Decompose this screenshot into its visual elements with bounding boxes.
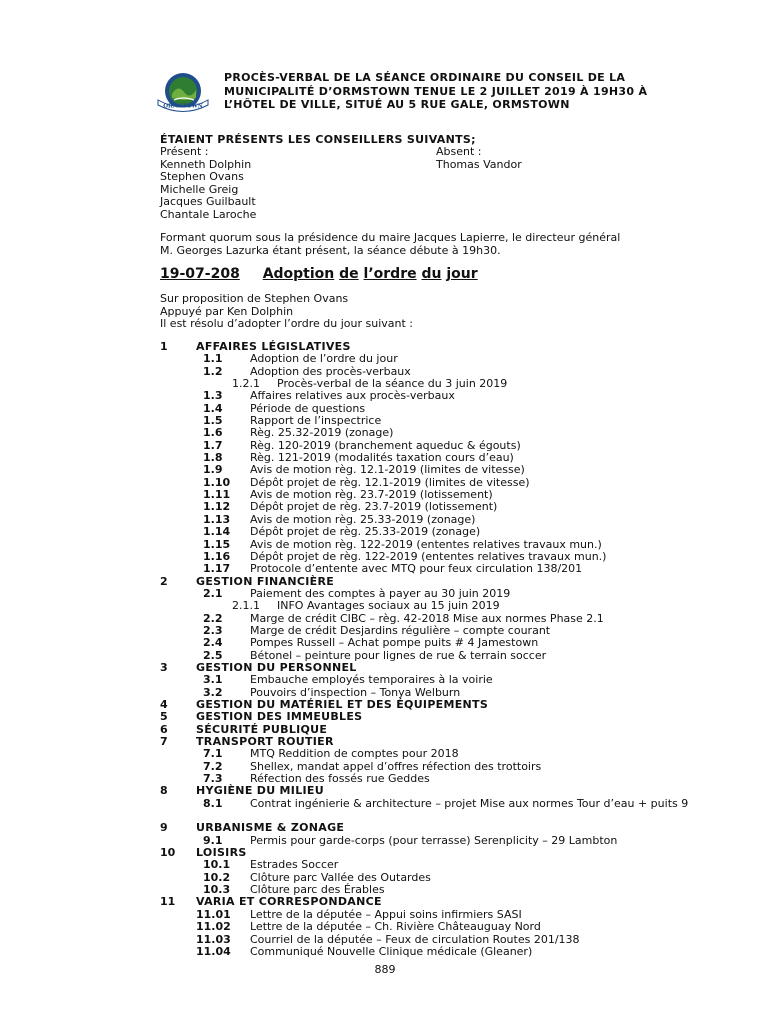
agenda-number: 10.2 bbox=[203, 870, 231, 884]
agenda-text: Règ. 25.32-2019 (zonage) bbox=[250, 426, 394, 440]
agenda-section bbox=[0, 785, 770, 797]
agenda-item bbox=[0, 674, 770, 686]
resolution-heading bbox=[160, 266, 478, 282]
agenda-item bbox=[0, 650, 770, 662]
quorum-line: M. Georges Lazurka étant présent, la séance débute à 19h30. bbox=[160, 243, 501, 257]
agenda-item bbox=[0, 563, 770, 575]
agenda-text: GESTION DU PERSONNEL bbox=[196, 660, 357, 674]
agenda-number: 1.8 bbox=[203, 451, 223, 465]
agenda-section bbox=[0, 724, 770, 736]
agenda-item bbox=[0, 872, 770, 884]
agenda-item bbox=[0, 748, 770, 760]
agenda-text: Période de questions bbox=[250, 401, 366, 415]
agenda-item bbox=[0, 921, 770, 933]
agenda-number: 7.3 bbox=[203, 772, 223, 786]
agenda-item bbox=[0, 526, 770, 538]
quorum-paragraph bbox=[160, 232, 720, 257]
agenda-text: URBANISME & ZONAGE bbox=[196, 821, 345, 835]
resolution-title-word: de bbox=[339, 266, 359, 282]
title-line: MUNICIPALITÉ D’ORMSTOWN TENUE LE 2 JUILLET 2019 À 19H30 À bbox=[224, 84, 648, 98]
agenda-text: LOISIRS bbox=[196, 846, 247, 860]
agenda-text: VARIA ET CORRESPONDANCE bbox=[196, 895, 382, 909]
agenda-number: 11 bbox=[160, 895, 176, 909]
resolution-title-word: du bbox=[421, 266, 442, 282]
absent-member: Thomas Vandor bbox=[436, 157, 522, 171]
agenda-item bbox=[0, 934, 770, 946]
agenda-text: TRANSPORT ROUTIER bbox=[196, 735, 334, 748]
agenda-text: Avis de motion règ. 23.7-2019 (lotissement) bbox=[250, 488, 493, 502]
agenda-number: 11.02 bbox=[196, 920, 231, 934]
agenda-text: Embauche employés temporaires à la voirie bbox=[250, 673, 493, 687]
agenda-item bbox=[0, 403, 770, 415]
agenda-text: Avis de motion règ. 25.33-2019 (zonage) bbox=[250, 512, 476, 526]
agenda-list bbox=[0, 341, 770, 958]
agenda-text: Communiqué Nouvelle Clinique médicale (Gleaner) bbox=[250, 944, 533, 958]
agenda-text: Bétonel – peinture pour lignes de rue & terrain soccer bbox=[250, 648, 547, 662]
agenda-number: 1.7 bbox=[203, 438, 223, 452]
agenda-text: GESTION FINANCIÈRE bbox=[196, 574, 335, 588]
present-member: Michelle Greig bbox=[160, 182, 239, 196]
agenda-number: 11.03 bbox=[196, 932, 231, 946]
agenda-number: 1.9 bbox=[203, 463, 223, 477]
agenda-number: 2.4 bbox=[203, 636, 223, 650]
agenda-number: 1.2.1 bbox=[232, 377, 260, 391]
agenda-text: INFO Avantages sociaux au 15 juin 2019 bbox=[277, 599, 500, 613]
title-line: L’HÔTEL DE VILLE, SITUÉ AU 5 RUE GALE, ORMSTOWN bbox=[224, 98, 570, 111]
agenda-text: GESTION DU MATÉRIEL ET DES ÉQUIPEMENTS bbox=[196, 697, 489, 711]
agenda-text: Dépôt projet de règ. 122-2019 (ententes relatives travaux mun.) bbox=[250, 549, 607, 563]
agenda-text: Pompes Russell – Achat pompe puits # 4 Jamestown bbox=[250, 636, 539, 650]
agenda-number: 3 bbox=[160, 660, 168, 674]
agenda-number: 5 bbox=[160, 710, 168, 724]
agenda-item bbox=[0, 353, 770, 365]
agenda-text: Courriel de la députée – Feux de circulation Routes 201/138 bbox=[250, 932, 580, 946]
agenda-text: Permis pour garde-corps (pour terrasse) Serenplicity – 29 Lambton bbox=[250, 833, 618, 847]
agenda-text: GESTION DES IMMEUBLES bbox=[196, 710, 363, 724]
agenda-number: 7.1 bbox=[203, 747, 223, 761]
agenda-text: Marge de crédit CIBC – règ. 42-2018 Mise aux normes Phase 2.1 bbox=[250, 611, 604, 625]
resolution-title-word: jour bbox=[446, 266, 478, 282]
attendance-heading: ÉTAIENT PRÉSENTS LES CONSEILLERS SUIVANTS; bbox=[160, 133, 476, 146]
agenda-item bbox=[0, 835, 770, 847]
agenda-text: Réfection des fossés rue Geddes bbox=[250, 772, 430, 786]
agenda-text: Pouvoirs d’inspection – Tonya Welburn bbox=[250, 685, 461, 699]
agenda-number: 8.1 bbox=[203, 796, 223, 810]
agenda-number: 9 bbox=[160, 821, 168, 835]
agenda-item bbox=[0, 539, 770, 551]
resolution-title-word: Adoption bbox=[262, 266, 335, 282]
agenda-number: 2.5 bbox=[203, 648, 223, 662]
proposal-line: Sur proposition de Stephen Ovans bbox=[160, 292, 349, 305]
present-member: Jacques Guilbault bbox=[160, 195, 256, 209]
present-member: Kenneth Dolphin bbox=[160, 157, 252, 171]
agenda-text: Dépôt projet de règ. 12.1-2019 (limites de vitesse) bbox=[250, 475, 530, 489]
municipal-logo bbox=[154, 70, 212, 116]
agenda-number: 1.11 bbox=[203, 488, 231, 502]
agenda-text: Estrades Soccer bbox=[250, 858, 339, 872]
title-line: PROCÈS-VERBAL DE LA SÉANCE ORDINAIRE DU CONSEIL DE LA bbox=[224, 71, 626, 84]
agenda-number: 10.1 bbox=[203, 858, 231, 872]
present-column bbox=[160, 146, 436, 222]
proposal-line: Il est résolu d’adopter l’ordre du jour suivant : bbox=[160, 317, 414, 331]
agenda-number: 1.10 bbox=[203, 475, 231, 489]
agenda-number: 1.13 bbox=[203, 512, 231, 526]
attendance-section bbox=[160, 133, 720, 222]
agenda-item bbox=[0, 946, 770, 958]
agenda-number: 8 bbox=[160, 784, 168, 798]
agenda-number: 1.16 bbox=[203, 549, 231, 563]
agenda-number: 1.14 bbox=[203, 525, 231, 539]
agenda-number: 1.12 bbox=[203, 500, 231, 514]
agenda-item bbox=[0, 464, 770, 476]
proposal-line: Appuyé par Ken Dolphin bbox=[160, 304, 294, 318]
agenda-text: Dépôt projet de règ. 23.7-2019 (lotissement) bbox=[250, 500, 498, 514]
agenda-number: 1.1 bbox=[203, 352, 223, 366]
agenda-number: 1 bbox=[160, 340, 168, 353]
proposal-paragraph bbox=[160, 293, 413, 331]
agenda-text: SÉCURITÉ PUBLIQUE bbox=[196, 722, 328, 736]
agenda-number: 10 bbox=[160, 846, 176, 860]
present-member: Stephen Ovans bbox=[160, 170, 244, 184]
agenda-text: Lettre de la députée – Ch. Rivière Châteauguay Nord bbox=[250, 920, 541, 934]
agenda-section bbox=[0, 896, 770, 908]
agenda-number: 1.6 bbox=[203, 426, 223, 440]
agenda-text: AFFAIRES LÉGISLATIVES bbox=[196, 340, 351, 353]
quorum-line: Formant quorum sous la présidence du maire Jacques Lapierre, le directeur général bbox=[160, 231, 621, 244]
agenda-text: Avis de motion règ. 122-2019 (ententes relatives travaux mun.) bbox=[250, 537, 602, 551]
agenda-number: 11.04 bbox=[196, 944, 231, 958]
agenda-item bbox=[0, 501, 770, 513]
agenda-text: Procès-verbal de la séance du 3 juin 2019 bbox=[277, 377, 508, 391]
agenda-number: 1.5 bbox=[203, 414, 223, 428]
agenda-item bbox=[0, 773, 770, 785]
agenda-item bbox=[0, 798, 770, 823]
agenda-section bbox=[0, 711, 770, 723]
agenda-section bbox=[0, 699, 770, 711]
agenda-text: Shellex, mandat appel d’offres réfection des trottoirs bbox=[250, 759, 542, 773]
agenda-number: 2.1 bbox=[203, 586, 223, 600]
agenda-number: 1.15 bbox=[203, 537, 231, 551]
agenda-text: HYGIÈNE DU MILIEU bbox=[196, 784, 324, 798]
agenda-section bbox=[0, 822, 770, 834]
agenda-number: 2.1.1 bbox=[232, 599, 260, 613]
present-member: Chantale Laroche bbox=[160, 207, 257, 221]
agenda-text: Lettre de la députée – Appui soins infirmiers SASI bbox=[250, 907, 522, 921]
agenda-text: Clôture parc Vallée des Outardes bbox=[250, 870, 431, 884]
absent-label: Absent : bbox=[436, 145, 482, 158]
agenda-subitem bbox=[0, 600, 770, 612]
agenda-text: MTQ Reddition de comptes pour 2018 bbox=[250, 747, 459, 761]
agenda-number: 9.1 bbox=[203, 833, 223, 847]
agenda-text: Règ. 120-2019 (branchement aqueduc & égouts) bbox=[250, 438, 521, 452]
agenda-number: 2.2 bbox=[203, 611, 223, 625]
agenda-item bbox=[0, 884, 770, 896]
agenda-number: 7 bbox=[160, 735, 168, 748]
agenda-section bbox=[0, 847, 770, 859]
agenda-text: Protocole d’entente avec MTQ pour feux circulation 138/201 bbox=[250, 562, 583, 576]
agenda-number: 2 bbox=[160, 574, 168, 588]
agenda-number: 2.3 bbox=[203, 623, 223, 637]
agenda-number: 1.2 bbox=[203, 364, 223, 378]
agenda-number: 3.1 bbox=[203, 673, 223, 687]
agenda-text: Marge de crédit Desjardins régulière – compte courant bbox=[250, 623, 551, 637]
present-label: Présent : bbox=[160, 145, 209, 158]
agenda-text: Règ. 121-2019 (modalités taxation cours d’eau) bbox=[250, 451, 514, 465]
agenda-text: Affaires relatives aux procès-verbaux bbox=[250, 389, 455, 403]
agenda-number: 11.01 bbox=[196, 907, 231, 921]
page-number: 889 bbox=[374, 963, 396, 976]
agenda-number: 10.3 bbox=[203, 883, 231, 897]
agenda-item bbox=[0, 637, 770, 649]
agenda-text: Avis de motion règ. 12.1-2019 (limites de vitesse) bbox=[250, 463, 525, 477]
agenda-text: Adoption de l’ordre du jour bbox=[250, 352, 398, 366]
agenda-text: Dépôt projet de règ. 25.33-2019 (zonage) bbox=[250, 525, 481, 539]
agenda-number: 6 bbox=[160, 722, 168, 736]
agenda-number: 1.4 bbox=[203, 401, 223, 415]
agenda-number: 1.3 bbox=[203, 389, 223, 403]
absent-column bbox=[436, 146, 522, 222]
agenda-item bbox=[0, 859, 770, 871]
agenda-text: Adoption des procès-verbaux bbox=[250, 364, 411, 378]
agenda-item bbox=[0, 390, 770, 402]
agenda-number: 4 bbox=[160, 697, 168, 711]
resolution-number: 19-07-208 bbox=[160, 266, 240, 282]
agenda-text: Contrat ingénierie & architecture – projet Mise aux normes Tour d’eau + puits 9 bbox=[250, 796, 689, 810]
document-title bbox=[224, 71, 724, 112]
agenda-item bbox=[0, 427, 770, 439]
logo-banner-text: ORMSTOWN bbox=[163, 103, 203, 110]
agenda-text: Clôture parc des Érables bbox=[250, 883, 385, 897]
agenda-number: 7.2 bbox=[203, 759, 223, 773]
resolution-title-word: l’ordre bbox=[363, 266, 417, 282]
agenda-text: Paiement des comptes à payer au 30 juin 2019 bbox=[250, 586, 511, 600]
agenda-text: Rapport de l’inspectrice bbox=[250, 414, 382, 428]
agenda-number: 3.2 bbox=[203, 685, 223, 699]
agenda-number: 1.17 bbox=[203, 562, 231, 576]
